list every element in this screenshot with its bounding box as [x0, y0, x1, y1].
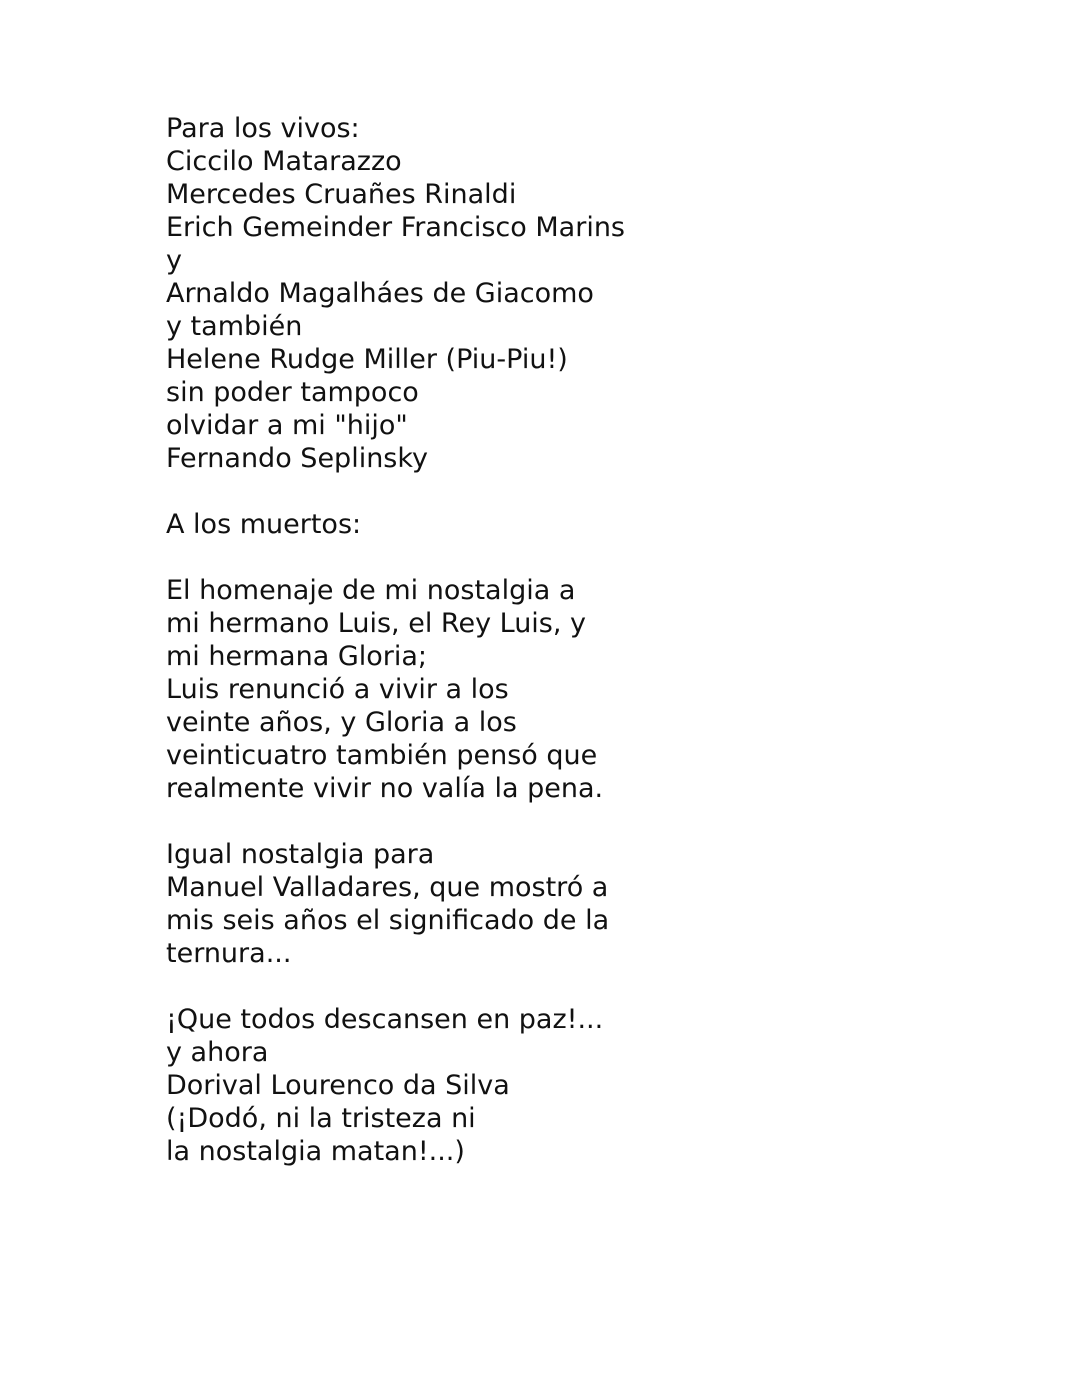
blank-line — [166, 541, 866, 574]
dead-paragraph-line: El homenaje de mi nostalgia a — [166, 575, 576, 606]
dead-paragraph-line: mi hermano Luis, el Rey Luis, y — [166, 608, 587, 639]
living-line: Erich Gemeinder Francisco Marins — [166, 212, 625, 243]
living-heading: Para los vivos: — [166, 113, 360, 144]
closing-paragraph-line: y ahora — [166, 1037, 269, 1068]
closing-paragraph-line: la nostalgia matan!...) — [166, 1136, 465, 1167]
dead-paragraph-line: veinte años, y Gloria a los — [166, 707, 517, 738]
nostalgia-paragraph-line: mis seis años el significado de la — [166, 905, 610, 936]
living-line: Fernando Seplinsky — [166, 443, 429, 474]
living-line: Arnaldo Magalháes de Giacomo — [166, 278, 594, 309]
closing-paragraph-line: Dorival Lourenco da Silva — [166, 1070, 510, 1101]
closing-paragraph-line: (¡Dodó, ni la tristeza ni — [166, 1103, 476, 1134]
living-line: Mercedes Cruañes Rinaldi — [166, 179, 517, 210]
dead-paragraph-line: mi hermana Gloria; — [166, 641, 428, 672]
living-line: Helene Rudge Miller (Piu-Piu!) — [166, 344, 568, 375]
nostalgia-paragraph-line: ternura... — [166, 938, 292, 969]
living-line: y — [166, 245, 182, 276]
nostalgia-paragraph-line: Igual nostalgia para — [166, 839, 435, 870]
dedication-text — [166, 112, 866, 1168]
living-line: olvidar a mi "hijo" — [166, 410, 408, 441]
dead-heading: A los muertos: — [166, 509, 362, 540]
blank-line — [166, 970, 866, 1003]
nostalgia-paragraph-line: Manuel Valladares, que mostró a — [166, 872, 609, 903]
living-line: Ciccilo Matarazzo — [166, 146, 402, 177]
blank-line — [166, 475, 866, 508]
dead-paragraph-line: realmente vivir no valía la pena. — [166, 773, 604, 804]
living-line: y también — [166, 311, 303, 342]
blank-line — [166, 805, 866, 838]
closing-paragraph-line: ¡Que todos descansen en paz!... — [166, 1004, 604, 1035]
dead-paragraph-line: Luis renunció a vivir a los — [166, 674, 509, 705]
dead-paragraph-line: veinticuatro también pensó que — [166, 740, 598, 771]
living-line: sin poder tampoco — [166, 377, 419, 408]
